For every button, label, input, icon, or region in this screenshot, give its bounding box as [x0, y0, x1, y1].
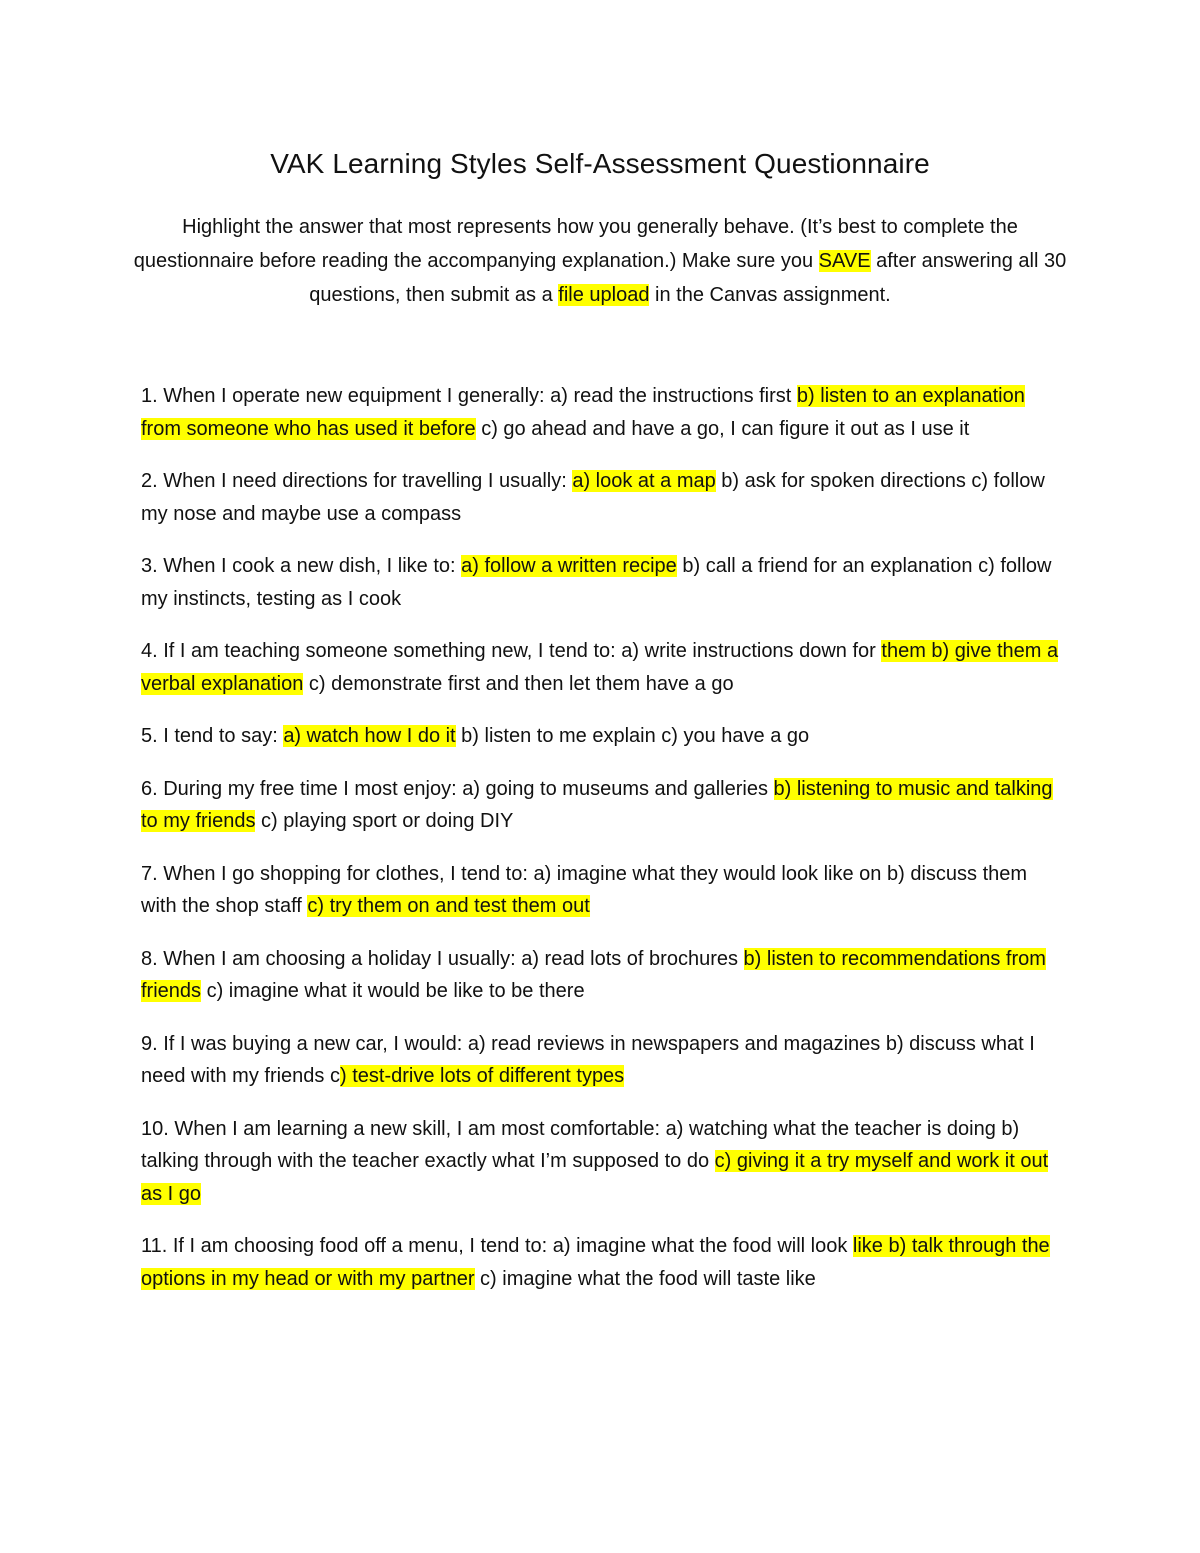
- file-upload-highlight: file upload: [558, 284, 650, 306]
- question-2: [141, 465, 1066, 530]
- question-text-before: 1. When I operate new equipment I generally: a) read the instructions first: [141, 385, 797, 407]
- highlighted-answer[interactable]: them b) give them a verbal explanation: [141, 640, 1059, 695]
- question-1: [141, 380, 1066, 445]
- questions-list: [141, 380, 1066, 1315]
- instructions-text-1: Highlight the answer that most represents how you generally behave. (It’s best to complete the questionnaire before reading the accompanying explanation.) Make sure you: [133, 216, 1018, 272]
- save-highlight: SAVE: [818, 250, 871, 272]
- question-text-before: 8. When I am choosing a holiday I usually: a) read lots of brochures: [141, 947, 744, 970]
- question-text-before: 6. During my free time I most enjoy: a) going to museums and galleries: [141, 777, 774, 800]
- instructions-text-2: after answering all 30 questions, then submit as a: [309, 250, 1067, 306]
- highlighted-answer[interactable]: a) follow a written recipe: [461, 555, 677, 577]
- question-5: [141, 720, 1066, 753]
- question-7: [141, 858, 1066, 923]
- question-text-after: b) call a friend for an explanation c) follow my instincts, testing as I cook: [141, 555, 1052, 610]
- question-text-after: c) demonstrate first and then let them have a go: [303, 672, 734, 695]
- question-text-before: 7. When I go shopping for clothes, I tend to: a) imagine what they would look like on b) discuss them with the shop staff: [141, 862, 1028, 917]
- question-text-before: 11. If I am choosing food off a menu, I tend to: a) imagine what the food will look: [141, 1235, 853, 1257]
- question-11: [141, 1230, 1066, 1295]
- highlighted-answer[interactable]: like b) talk through the options in my head or with my partner: [141, 1235, 1050, 1290]
- highlighted-answer[interactable]: b) listen to recommendations from friends: [141, 947, 1046, 1002]
- highlighted-answer[interactable]: c) try them on and test them out: [307, 895, 590, 917]
- question-9: [141, 1028, 1066, 1093]
- question-text-before: 3. When I cook a new dish, I like to:: [141, 555, 462, 577]
- highlighted-answer[interactable]: a) watch how I do it: [283, 725, 456, 747]
- question-text-before: 9. If I was buying a new car, I would: a) read reviews in newspapers and magazines b) discuss what I need with my friends c: [141, 1032, 1035, 1087]
- question-text-after: c) imagine what the food will taste like: [474, 1267, 816, 1290]
- highlighted-answer[interactable]: ) test-drive lots of different types: [339, 1065, 625, 1087]
- page-title: VAK Learning Styles Self-Assessment Questionnaire: [270, 148, 930, 179]
- highlighted-answer[interactable]: b) listen to an explanation from someone who has used it before: [141, 385, 1025, 440]
- highlighted-answer[interactable]: b) listening to music and talking to my friends: [141, 777, 1053, 832]
- instructions-paragraph: [130, 210, 1070, 312]
- instructions-text-3: in the Canvas assignment.: [649, 284, 891, 306]
- question-8: [141, 943, 1066, 1008]
- question-text-after: c) playing sport or doing DIY: [255, 810, 514, 832]
- question-4: [141, 635, 1066, 700]
- highlighted-answer[interactable]: a) look at a map: [572, 470, 716, 492]
- question-text-after: c) go ahead and have a go, I can figure it out as I use it: [475, 417, 970, 440]
- question-6: [141, 773, 1066, 838]
- question-10: [141, 1113, 1066, 1211]
- question-text-after: b) ask for spoken directions c) follow my nose and maybe use a compass: [141, 470, 1045, 525]
- question-text-after: b) listen to me explain c) you have a go: [455, 725, 810, 747]
- question-text-after: c) imagine what it would be like to be there: [201, 980, 585, 1002]
- question-text-before: 2. When I need directions for travelling I usually:: [141, 470, 573, 492]
- question-text-before: 5. I tend to say:: [141, 725, 284, 747]
- highlighted-answer[interactable]: c) giving it a try myself and work it out as I go: [141, 1150, 1049, 1205]
- question-text-before: 4. If I am teaching someone something new, I tend to: a) write instructions down for: [141, 640, 882, 662]
- question-3: [141, 550, 1066, 615]
- question-text-before: 10. When I am learning a new skill, I am most comfortable: a) watching what the teacher is doing b) talking through with the teacher exactly what I’m supposed to do: [141, 1117, 1020, 1172]
